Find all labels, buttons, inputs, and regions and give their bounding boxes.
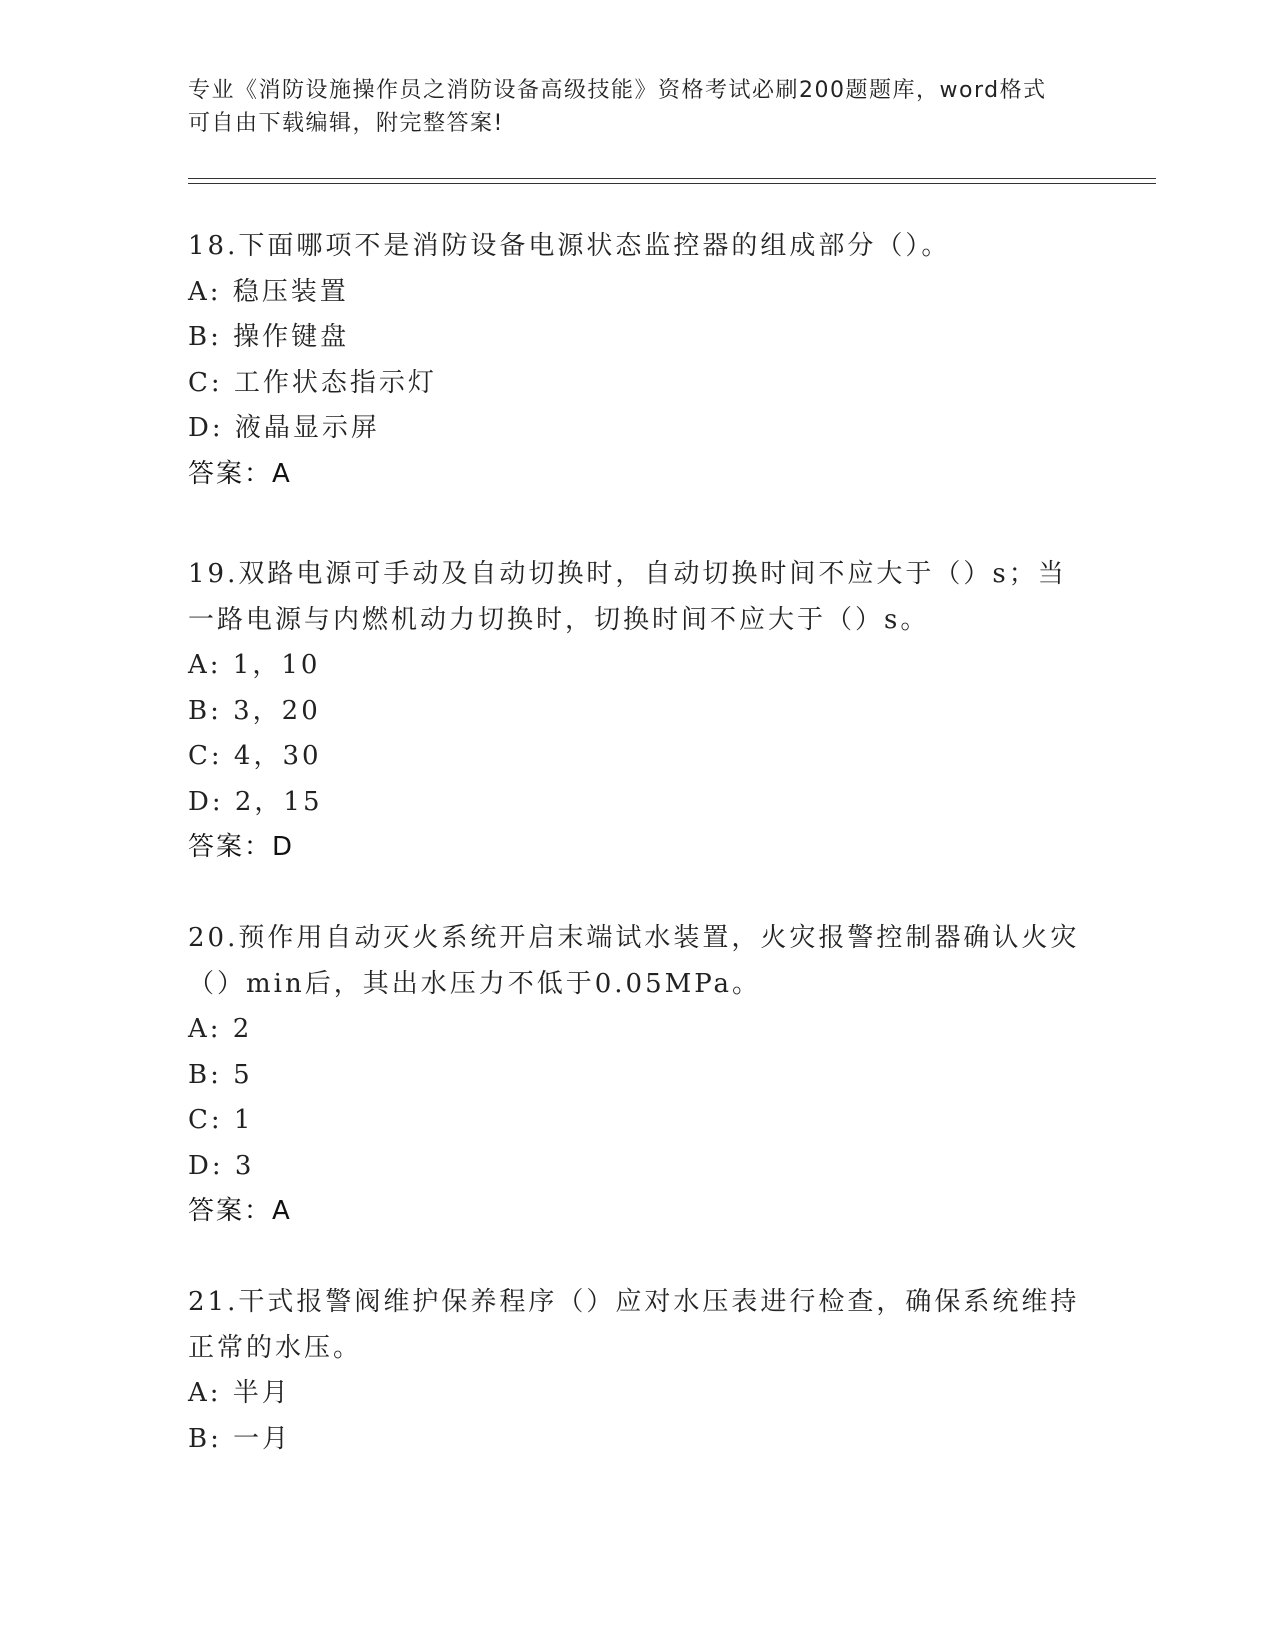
header-divider: [188, 178, 1156, 184]
option-a: A: 2: [188, 1014, 253, 1044]
option-c: C: 4，30: [188, 741, 322, 771]
question-stem: 21.干式报警阀维护保养程序（）应对水压表进行检查，确保系统维持正常的水压。: [188, 1287, 1080, 1363]
option-c: C: 1: [188, 1105, 254, 1135]
option-a: A: 半月: [188, 1378, 291, 1408]
option-d: D: 液晶显示屏: [188, 413, 380, 443]
option-a: A: 稳压装置: [188, 276, 349, 307]
option-c: C: 工作状态指示灯: [188, 367, 437, 398]
option-a: A: 1，10: [188, 650, 321, 680]
question-stem: 20.预作用自动灭火系统开启末端试水装置，火灾报警控制器确认火灾（）min后，其出水压力不低于0.05MPa。: [188, 923, 1080, 999]
question-20: [188, 916, 1088, 1235]
option-d: D: 2，15: [188, 786, 323, 817]
option-b: B: 一月: [188, 1423, 292, 1454]
answer-text: 答案：D: [188, 832, 295, 862]
question-21: [188, 1280, 1088, 1462]
option-d: D: 3: [188, 1150, 255, 1181]
answer-text: 答案：A: [188, 1196, 292, 1226]
option-b: B: 操作键盘: [188, 322, 350, 352]
question-stem: 18.下面哪项不是消防设备电源状态监控器的组成部分（）。: [188, 231, 951, 261]
option-b: B: 3，20: [188, 695, 321, 726]
option-b: B: 5: [188, 1059, 253, 1090]
question-19: [188, 552, 1088, 871]
page-header: 专业《消防设施操作员之消防设备高级技能》资格考试必刷200题题库，word格式可自由下载编辑，附完整答案!: [188, 78, 1047, 136]
question-stem: 19.双路电源可手动及自动切换时，自动切换时间不应大于（）s；当一路电源与内燃机动力切换时，切换时间不应大于（）s。: [188, 559, 1067, 635]
question-18: [188, 224, 1088, 497]
answer-text: 答案：A: [188, 458, 292, 489]
